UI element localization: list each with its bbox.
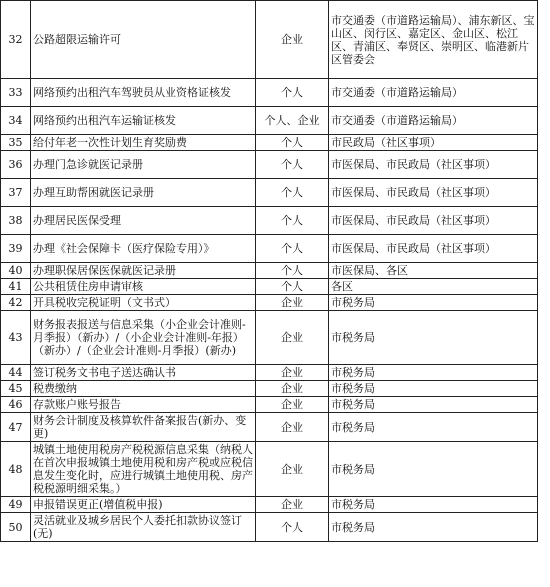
- item-name: 签订税务文书电子送达确认书: [31, 365, 256, 381]
- applicant-type: 个人: [256, 263, 329, 279]
- handling-department: 市税务局: [329, 497, 538, 513]
- handling-department: 市税务局: [329, 397, 538, 413]
- row-number: 36: [1, 151, 31, 179]
- item-name: 财务报表报送与信息采集（小企业会计准则-月季报）（新办）/（小企业会计准则-年报）（新办）/（企业会计准则-月季报）(新办): [31, 311, 256, 365]
- item-name: 办理居民医保受理: [31, 207, 256, 235]
- table-row: [1, 311, 538, 365]
- row-number: 47: [1, 413, 31, 442]
- applicant-type: 企业: [256, 311, 329, 365]
- applicant-type: 个人: [256, 179, 329, 207]
- table-row: [1, 179, 538, 207]
- row-number: 42: [1, 295, 31, 311]
- item-name: 城镇土地使用税房产税税源信息采集（纳税人在首次申报城镇土地使用税和房产税或应税信息发生变化时，应进行城镇土地使用税、房产税税源明细采集。）: [31, 442, 256, 497]
- handling-department: 市医保局、市民政局（社区事项）: [329, 151, 538, 179]
- applicant-type: 个人、企业: [256, 107, 329, 135]
- item-name: 办理互助帮困就医记录册: [31, 179, 256, 207]
- table-row: [1, 413, 538, 442]
- handling-department: 市交通委（市道路运输局）: [329, 79, 538, 107]
- table-row: [1, 397, 538, 413]
- table-row: [1, 151, 538, 179]
- applicant-type: 企业: [256, 497, 329, 513]
- table-row: [1, 497, 538, 513]
- applicant-type: 个人: [256, 279, 329, 295]
- row-number: 50: [1, 513, 31, 542]
- item-name: 网络预约出租汽车驾驶员从业资格证核发: [31, 79, 256, 107]
- table-body: [1, 1, 538, 542]
- handling-department: 市医保局、市民政局（社区事项）: [329, 207, 538, 235]
- item-name: 网络预约出租汽车运输证核发: [31, 107, 256, 135]
- handling-department: 市民政局（社区事项）: [329, 135, 538, 151]
- handling-department: 市税务局: [329, 381, 538, 397]
- item-name: 办理《社会保障卡（医疗保险专用）》: [31, 235, 256, 263]
- row-number: 41: [1, 279, 31, 295]
- handling-department: 市税务局: [329, 442, 538, 497]
- table-row: [1, 263, 538, 279]
- applicant-type: 企业: [256, 1, 329, 79]
- row-number: 33: [1, 79, 31, 107]
- table-row: [1, 365, 538, 381]
- applicant-type: 企业: [256, 365, 329, 381]
- table-row: [1, 442, 538, 497]
- applicant-type: 个人: [256, 513, 329, 542]
- table-row: [1, 381, 538, 397]
- row-number: 35: [1, 135, 31, 151]
- table-row: [1, 1, 538, 79]
- handling-department: 市医保局、市民政局（社区事项）: [329, 179, 538, 207]
- item-name: 给付年老一次性计划生育奖励费: [31, 135, 256, 151]
- applicant-type: 企业: [256, 295, 329, 311]
- handling-department: 市交通委（市道路运输局）: [329, 107, 538, 135]
- handling-department: 市交通委（市道路运输局）、浦东新区、宝山区、闵行区、嘉定区、金山区、松江区、青浦区、奉贤区、崇明区、临港新片区管委会: [329, 1, 538, 79]
- applicant-type: 企业: [256, 381, 329, 397]
- table-row: [1, 295, 538, 311]
- table-row: [1, 135, 538, 151]
- row-number: 37: [1, 179, 31, 207]
- item-name: 公共租赁住房申请审核: [31, 279, 256, 295]
- applicant-type: 个人: [256, 207, 329, 235]
- applicant-type: 企业: [256, 413, 329, 442]
- row-number: 32: [1, 1, 31, 79]
- row-number: 49: [1, 497, 31, 513]
- table-row: [1, 279, 538, 295]
- item-name: 税费缴纳: [31, 381, 256, 397]
- applicant-type: 企业: [256, 442, 329, 497]
- item-name: 公路超限运输许可: [31, 1, 256, 79]
- item-name: 开具税收完税证明（文书式）: [31, 295, 256, 311]
- table-row: [1, 207, 538, 235]
- handling-department: 市税务局: [329, 295, 538, 311]
- handling-department: 各区: [329, 279, 538, 295]
- table-row: [1, 79, 538, 107]
- row-number: 44: [1, 365, 31, 381]
- item-name: 财务会计制度及核算软件备案报告(新办、变更): [31, 413, 256, 442]
- handling-department: 市税务局: [329, 311, 538, 365]
- row-number: 39: [1, 235, 31, 263]
- item-name: 办理门急诊就医记录册: [31, 151, 256, 179]
- row-number: 45: [1, 381, 31, 397]
- applicant-type: 个人: [256, 235, 329, 263]
- item-name: 办理职保居保医保就医记录册: [31, 263, 256, 279]
- item-name: 申报错误更正(增值税申报): [31, 497, 256, 513]
- handling-department: 市医保局、市民政局（社区事项）: [329, 235, 538, 263]
- handling-department: 市医保局、各区: [329, 263, 538, 279]
- row-number: 40: [1, 263, 31, 279]
- row-number: 34: [1, 107, 31, 135]
- row-number: 38: [1, 207, 31, 235]
- applicant-type: 企业: [256, 397, 329, 413]
- item-name: 灵活就业及城乡居民个人委托扣款协议签订(无): [31, 513, 256, 542]
- applicant-type: 个人: [256, 79, 329, 107]
- handling-department: 市税务局: [329, 513, 538, 542]
- item-name: 存款账户账号报告: [31, 397, 256, 413]
- applicant-type: 个人: [256, 151, 329, 179]
- row-number: 46: [1, 397, 31, 413]
- table-row: [1, 235, 538, 263]
- applicant-type: 个人: [256, 135, 329, 151]
- handling-department: 市税务局: [329, 365, 538, 381]
- handling-department: 市税务局: [329, 413, 538, 442]
- table-row: [1, 107, 538, 135]
- row-number: 48: [1, 442, 31, 497]
- row-number: 43: [1, 311, 31, 365]
- table-row: [1, 513, 538, 542]
